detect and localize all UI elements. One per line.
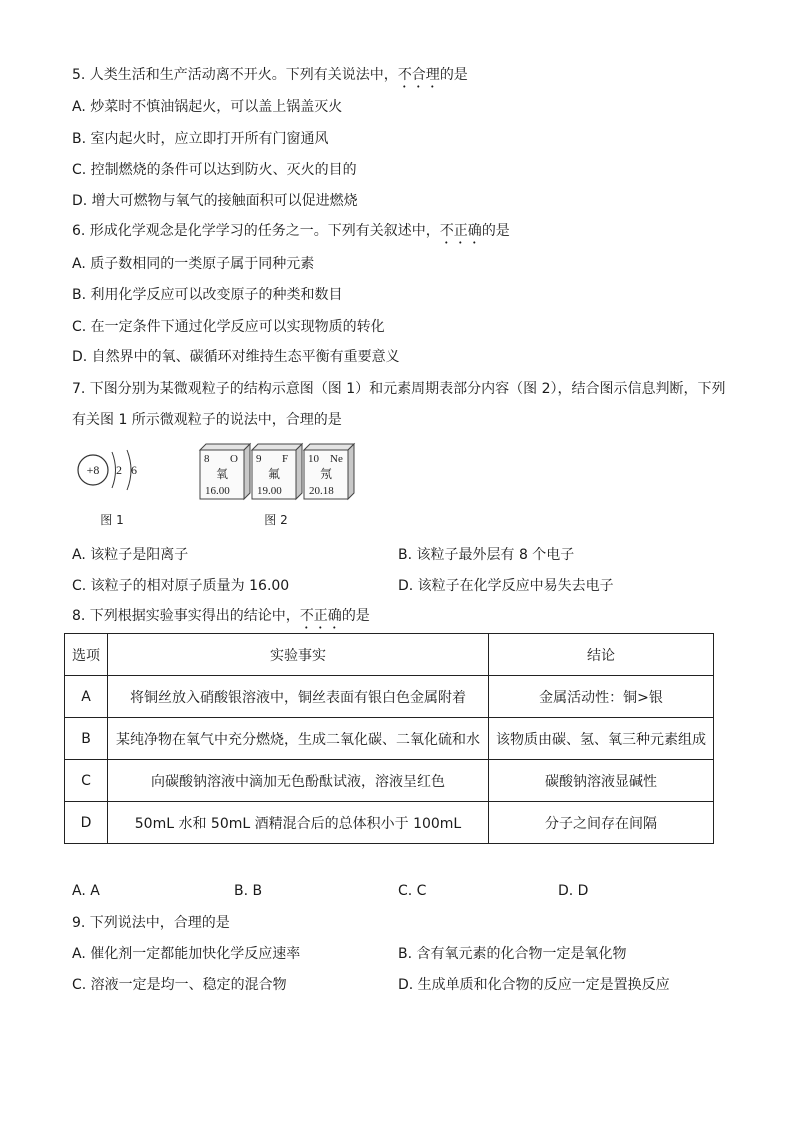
cell-o-name: 氧 [216,467,229,481]
q8-option-a: A. A [72,883,100,899]
table-row [65,676,714,718]
fig2-caption: 图 2 [264,513,288,527]
q8-emphasis: 不正确 [299,608,342,624]
q6-option-c: C. 在一定条件下通过化学反应可以实现物质的转化 [72,319,385,335]
cell-o-mass: 16.00 [205,485,230,497]
row-option: A [65,676,108,718]
periodic-table-cells [200,444,354,527]
q9-option-a: A. 催化剂一定都能加快化学反应速率 [72,946,301,962]
table-row [65,760,714,802]
q5-option-c: C. 控制燃烧的条件可以达到防火、灭火的目的 [72,162,357,178]
q9-stem: 9. 下列说法中，合理的是 [72,915,230,931]
q6-option-d: D. 自然界中的氧、碳循环对维持生态平衡有重要意义 [72,349,400,365]
row-option: D [65,802,108,844]
q8-option-b: B. B [234,883,263,899]
q5-stem: 5. 人类生活和生产活动离不开火。下列有关说法中，不合理的是 [72,67,468,83]
q6-option-a: A. 质子数相同的一类原子属于同种元素 [72,256,315,272]
fig1-caption: 图 1 [100,513,124,527]
q5-option-a: A. 炒菜时不慎油锅起火，可以盖上锅盖灭火 [72,99,343,115]
row-option: C [65,760,108,802]
row-conclusion: 分子之间存在间隔 [489,802,714,844]
row-fact: 向碳酸钠溶液中滴加无色酚酞试液，溶液呈红色 [108,760,489,802]
row-fact: 某纯净物在氧气中充分燃烧，生成二氧化碳、二氧化硫和水 [108,718,489,760]
q6-option-b: B. 利用化学反应可以改变原子的种类和数目 [72,287,343,303]
q7-option-b: B. 该粒子最外层有 8 个电子 [398,547,575,563]
q8-table [64,633,714,844]
nucleus-charge: +8 [86,463,100,477]
table-row [65,802,714,844]
cell-o-symbol: O [230,453,238,465]
cell-f-mass: 19.00 [257,485,282,497]
q5-option-b: B. 室内起火时，应立即打开所有门窗通风 [72,131,329,147]
cell-f-symbol: F [282,453,289,465]
q7-stem-line1: 7. 下图分别为某微观粒子的结构示意图（图 1）和元素周期表部分内容（图 2），结合图示信息判断，下列 [72,381,726,397]
row-conclusion: 金属活动性：铜>银 [489,676,714,718]
q7-figures [72,440,372,535]
row-conclusion: 碳酸钠溶液显碱性 [489,760,714,802]
cell-ne-number: 10 [308,453,319,465]
cell-f-name: 氟 [268,467,281,481]
table-row [65,718,714,760]
shell2-electrons: 6 [131,463,137,477]
q7-stem-line2: 有关图 1 所示微观粒子的说法中，合理的是 [72,412,342,428]
q6-emphasis: 不正确 [439,223,482,239]
header-conclusion: 结论 [489,634,714,676]
row-fact: 将铜丝放入硝酸银溶液中，铜丝表面有银白色金属附着 [108,676,489,718]
q9-option-c: C. 溶液一定是均一、稳定的混合物 [72,977,287,993]
cell-ne-name: 氖 [320,467,333,481]
q8-stem: 8. 下列根据实验事实得出的结论中，不正确的是 [72,608,370,624]
q7-option-a: A. 该粒子是阳离子 [72,547,189,563]
q7-option-d: D. 该粒子在化学反应中易失去电子 [398,578,614,594]
row-fact: 50mL 水和 50mL 酒精混合后的总体积小于 100mL [108,802,489,844]
row-conclusion: 该物质由碳、氢、氧三种元素组成 [489,718,714,760]
atom-structure-diagram [78,450,137,527]
header-option: 选项 [65,634,108,676]
header-fact: 实验事实 [108,634,489,676]
shell1-electrons: 2 [116,463,122,477]
cell-f-number: 9 [256,453,262,465]
row-option: B [65,718,108,760]
q8-option-d: D. D [558,883,589,899]
q5-emphasis: 不合理 [397,67,440,83]
q7-option-c: C. 该粒子的相对原子质量为 16.00 [72,578,290,594]
cell-ne-symbol: Ne [330,453,343,465]
q6-stem: 6. 形成化学观念是化学学习的任务之一。下列有关叙述中，不正确的是 [72,223,510,239]
table-header-row [65,634,714,676]
q9-option-b: B. 含有氧元素的化合物一定是氧化物 [398,946,627,962]
q8-option-c: C. C [398,883,427,899]
q5-option-d: D. 增大可燃物与氧气的接触面积可以促进燃烧 [72,193,358,209]
cell-o-number: 8 [204,453,210,465]
cell-ne-mass: 20.18 [309,485,334,497]
q9-option-d: D. 生成单质和化合物的反应一定是置换反应 [398,977,670,993]
